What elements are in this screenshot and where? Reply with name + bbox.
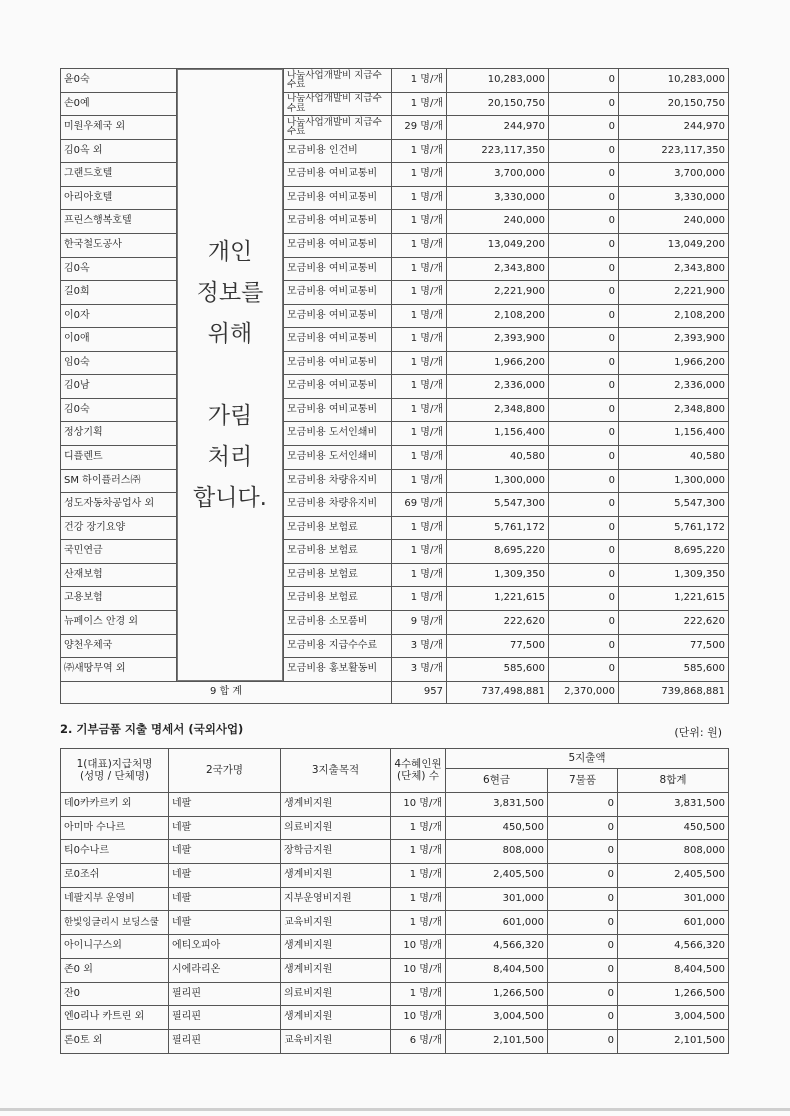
country-cell: 에티오피아 [169, 935, 281, 959]
sum-cell: 2,393,900 [619, 328, 729, 352]
country-cell: 필리핀 [169, 982, 281, 1006]
count-cell: 1 명/개 [392, 469, 447, 493]
cash-cell: 2,343,800 [447, 257, 549, 281]
page-bottom-edge [0, 1108, 790, 1111]
cash-cell: 1,266,500 [446, 982, 548, 1006]
sum-cell: 1,156,400 [619, 422, 729, 446]
table-row [61, 793, 729, 817]
header-beneficiaries: 4수혜인원 (단체) 수 [391, 749, 446, 793]
goods-cell: 0 [548, 793, 618, 817]
sum-cell: 4,566,320 [618, 935, 729, 959]
goods-cell: 0 [548, 911, 618, 935]
privacy-mask-line: 정보를 [196, 279, 264, 306]
total-sum: 739,868,881 [619, 682, 729, 704]
total-count: 957 [392, 682, 447, 704]
total-label: 9 합 계 [61, 682, 392, 704]
table-row [61, 257, 729, 281]
purpose-cell: 모금비용 여비교통비 [284, 375, 392, 399]
cash-cell: 3,004,500 [446, 1006, 548, 1030]
count-cell: 1 명/개 [392, 446, 447, 470]
goods-cell: 0 [549, 469, 619, 493]
cash-cell: 240,000 [447, 210, 549, 234]
count-cell: 1 명/개 [391, 982, 446, 1006]
purpose-cell: 모금비용 여비교통비 [284, 186, 392, 210]
overseas-expense-table [60, 748, 729, 1054]
country-cell: 네팔 [169, 840, 281, 864]
cash-cell: 244,970 [447, 116, 549, 140]
header-payee: 1(대표)지급처명 (성명 / 단체명) [61, 749, 169, 793]
payee-cell: ㈜새땅무역 외 [61, 658, 177, 682]
payee-cell: 아리아호텔 [61, 186, 177, 210]
count-cell: 9 명/개 [392, 610, 447, 634]
table-row [61, 563, 729, 587]
country-cell: 시에라리온 [169, 958, 281, 982]
purpose-cell: 나눔사업개발비 지급수수료 [284, 69, 392, 93]
table-row [61, 328, 729, 352]
table-row [61, 92, 729, 116]
goods-cell: 0 [548, 982, 618, 1006]
count-cell: 10 명/개 [391, 935, 446, 959]
goods-cell: 0 [549, 351, 619, 375]
count-cell: 1 명/개 [392, 139, 447, 163]
country-cell: 필리핀 [169, 1006, 281, 1030]
goods-cell: 0 [549, 610, 619, 634]
goods-cell: 0 [548, 887, 618, 911]
sum-cell: 2,405,500 [618, 864, 729, 888]
cash-cell: 2,336,000 [447, 375, 549, 399]
cash-cell: 222,620 [447, 610, 549, 634]
cash-cell: 601,000 [446, 911, 548, 935]
purpose-cell: 지부운영비지원 [281, 887, 391, 911]
count-cell: 1 명/개 [391, 887, 446, 911]
table-row [61, 634, 729, 658]
cash-cell: 5,761,172 [447, 516, 549, 540]
payee-cell: 이0애 [61, 328, 177, 352]
goods-cell: 0 [549, 116, 619, 140]
cash-cell: 2,348,800 [447, 398, 549, 422]
goods-cell: 0 [549, 304, 619, 328]
payee-cell: 손0예 [61, 92, 177, 116]
payee-cell: 한국철도공사 [61, 233, 177, 257]
count-cell: 1 명/개 [391, 840, 446, 864]
count-cell: 3 명/개 [392, 634, 447, 658]
goods-cell: 0 [549, 375, 619, 399]
count-cell: 1 명/개 [392, 351, 447, 375]
purpose-cell: 생계비지원 [281, 1006, 391, 1030]
goods-cell: 0 [549, 210, 619, 234]
purpose-cell: 모금비용 홍보활동비 [284, 658, 392, 682]
purpose-cell: 모금비용 소모품비 [284, 610, 392, 634]
sum-cell: 3,700,000 [619, 163, 729, 187]
table-row [61, 69, 729, 93]
table-row [61, 116, 729, 140]
count-cell: 1 명/개 [392, 398, 447, 422]
payee-cell: 한빛잉글리시 보딩스쿨 [61, 911, 169, 935]
header-amount: 5지출액 [446, 749, 729, 769]
header-goods: 7물품 [548, 769, 618, 793]
payee-cell: 로0조쉬 [61, 864, 169, 888]
payee-cell: 김0숙 [61, 398, 177, 422]
table-row [61, 422, 729, 446]
count-cell: 10 명/개 [391, 793, 446, 817]
count-cell: 1 명/개 [392, 375, 447, 399]
payee-cell: 국민연금 [61, 540, 177, 564]
sum-cell: 244,970 [619, 116, 729, 140]
goods-cell: 0 [549, 328, 619, 352]
country-cell: 필리핀 [169, 1029, 281, 1053]
payee-cell: 잔0 [61, 982, 169, 1006]
privacy-mask-notice [177, 69, 283, 681]
payee-cell: 그랜드호텔 [61, 163, 177, 187]
purpose-cell: 생계비지원 [281, 793, 391, 817]
sum-cell: 585,600 [619, 658, 729, 682]
sum-cell: 3,004,500 [618, 1006, 729, 1030]
cash-cell: 223,117,350 [447, 139, 549, 163]
table-row [61, 351, 729, 375]
goods-cell: 0 [549, 634, 619, 658]
count-cell: 1 명/개 [392, 304, 447, 328]
count-cell: 1 명/개 [392, 257, 447, 281]
purpose-cell: 생계비지원 [281, 935, 391, 959]
sum-cell: 8,695,220 [619, 540, 729, 564]
sum-cell: 2,221,900 [619, 281, 729, 305]
goods-cell: 0 [549, 92, 619, 116]
sum-cell: 3,330,000 [619, 186, 729, 210]
cash-cell: 808,000 [446, 840, 548, 864]
sum-cell: 450,500 [618, 816, 729, 840]
table-row [61, 493, 729, 517]
count-cell: 1 명/개 [392, 587, 447, 611]
privacy-mask-line: 개인 [207, 238, 253, 265]
count-cell: 29 명/개 [392, 116, 447, 140]
count-cell: 1 명/개 [392, 69, 447, 93]
payee-cell: 엔0리나 카트린 외 [61, 1006, 169, 1030]
sum-cell: 240,000 [619, 210, 729, 234]
payee-cell: 김0옥 외 [61, 139, 177, 163]
privacy-mask-line: 합니다. [193, 484, 267, 511]
cash-cell: 450,500 [446, 816, 548, 840]
cash-cell: 1,156,400 [447, 422, 549, 446]
goods-cell: 0 [549, 540, 619, 564]
purpose-cell: 모금비용 여비교통비 [284, 328, 392, 352]
domestic-expense-table [60, 68, 729, 704]
count-cell: 1 명/개 [392, 328, 447, 352]
cash-cell: 2,101,500 [446, 1029, 548, 1053]
purpose-cell: 모금비용 보험료 [284, 540, 392, 564]
cash-cell: 20,150,750 [447, 92, 549, 116]
table-row [61, 1006, 729, 1030]
table-row [61, 233, 729, 257]
header-cash: 6현금 [446, 769, 548, 793]
sum-cell: 1,966,200 [619, 351, 729, 375]
total-cash: 737,498,881 [447, 682, 549, 704]
privacy-mask-line: 위해 [207, 320, 253, 347]
cash-cell: 8,404,500 [446, 958, 548, 982]
goods-cell: 0 [549, 163, 619, 187]
payee-cell: 김0남 [61, 375, 177, 399]
purpose-cell: 모금비용 차량유지비 [284, 493, 392, 517]
table-row [61, 864, 729, 888]
privacy-mask-cell [177, 69, 284, 682]
payee-cell: 이0자 [61, 304, 177, 328]
payee-cell: 아미마 수나르 [61, 816, 169, 840]
count-cell: 1 명/개 [392, 186, 447, 210]
purpose-cell: 나눔사업개발비 지급수수료 [284, 92, 392, 116]
cash-cell: 4,566,320 [446, 935, 548, 959]
count-cell: 1 명/개 [392, 92, 447, 116]
table-row [61, 658, 729, 682]
count-cell: 1 명/개 [392, 281, 447, 305]
table-row [61, 1029, 729, 1053]
table-row [61, 469, 729, 493]
purpose-cell: 생계비지원 [281, 958, 391, 982]
purpose-cell: 모금비용 여비교통비 [284, 163, 392, 187]
country-cell: 네팔 [169, 793, 281, 817]
section-title: 2. 기부금품 지출 명세서 (국외사업) [60, 722, 244, 736]
sum-cell: 1,300,000 [619, 469, 729, 493]
sum-cell: 3,831,500 [618, 793, 729, 817]
table-row [61, 139, 729, 163]
table-row [61, 163, 729, 187]
cash-cell: 40,580 [447, 446, 549, 470]
count-cell: 1 명/개 [391, 816, 446, 840]
payee-cell: 프린스행복호텔 [61, 210, 177, 234]
total-goods: 2,370,000 [549, 682, 619, 704]
table-row [61, 887, 729, 911]
cash-cell: 2,393,900 [447, 328, 549, 352]
payee-cell: 존0 외 [61, 958, 169, 982]
goods-cell: 0 [549, 69, 619, 93]
sum-cell: 1,266,500 [618, 982, 729, 1006]
cash-cell: 3,700,000 [447, 163, 549, 187]
purpose-cell: 생계비지원 [281, 864, 391, 888]
count-cell: 1 명/개 [392, 516, 447, 540]
purpose-cell: 의료비지원 [281, 982, 391, 1006]
payee-cell: 고용보험 [61, 587, 177, 611]
goods-cell: 0 [548, 1006, 618, 1030]
table-row [61, 816, 729, 840]
unit-label: (단위: 원) [674, 726, 722, 739]
sum-cell: 2,343,800 [619, 257, 729, 281]
payee-cell: 김0옥 [61, 257, 177, 281]
table-row [61, 911, 729, 935]
count-cell: 1 명/개 [392, 163, 447, 187]
cash-cell: 5,547,300 [447, 493, 549, 517]
table-row [61, 375, 729, 399]
goods-cell: 0 [549, 446, 619, 470]
payee-cell: 산재보험 [61, 563, 177, 587]
payee-cell: 론0토 외 [61, 1029, 169, 1053]
sum-cell: 5,547,300 [619, 493, 729, 517]
sum-cell: 10,283,000 [619, 69, 729, 93]
count-cell: 3 명/개 [392, 658, 447, 682]
goods-cell: 0 [548, 1029, 618, 1053]
sum-cell: 1,309,350 [619, 563, 729, 587]
purpose-cell: 나눔사업개발비 지급수수료 [284, 116, 392, 140]
purpose-cell: 교육비지원 [281, 911, 391, 935]
country-cell: 네팔 [169, 911, 281, 935]
payee-cell: 임0숙 [61, 351, 177, 375]
sum-cell: 223,117,350 [619, 139, 729, 163]
goods-cell: 0 [548, 864, 618, 888]
purpose-cell: 모금비용 보험료 [284, 516, 392, 540]
purpose-cell: 모금비용 도서인쇄비 [284, 422, 392, 446]
payee-cell: 네팔지부 운영비 [61, 887, 169, 911]
header-purpose: 3지출목적 [281, 749, 391, 793]
count-cell: 1 명/개 [392, 563, 447, 587]
country-cell: 네팔 [169, 864, 281, 888]
sum-cell: 13,049,200 [619, 233, 729, 257]
cash-cell: 13,049,200 [447, 233, 549, 257]
goods-cell: 0 [549, 516, 619, 540]
table-row [61, 540, 729, 564]
payee-cell: 데0카카르키 외 [61, 793, 169, 817]
payee-cell: SM 하이플러스㈜ [61, 469, 177, 493]
purpose-cell: 모금비용 지급수수료 [284, 634, 392, 658]
payee-cell: 성도자동차공업사 외 [61, 493, 177, 517]
sum-cell: 5,761,172 [619, 516, 729, 540]
purpose-cell: 모금비용 여비교통비 [284, 351, 392, 375]
count-cell: 69 명/개 [392, 493, 447, 517]
cash-cell: 8,695,220 [447, 540, 549, 564]
table-row [61, 840, 729, 864]
goods-cell: 0 [549, 493, 619, 517]
total-row [61, 682, 729, 704]
payee-cell: 뉴페이스 안경 외 [61, 610, 177, 634]
goods-cell: 0 [549, 186, 619, 210]
purpose-cell: 모금비용 보험료 [284, 587, 392, 611]
count-cell: 10 명/개 [391, 958, 446, 982]
purpose-cell: 모금비용 여비교통비 [284, 210, 392, 234]
cash-cell: 2,221,900 [447, 281, 549, 305]
cash-cell: 3,330,000 [447, 186, 549, 210]
purpose-cell: 모금비용 보험료 [284, 563, 392, 587]
count-cell: 1 명/개 [392, 422, 447, 446]
cash-cell: 10,283,000 [447, 69, 549, 93]
table-row [61, 587, 729, 611]
purpose-cell: 모금비용 여비교통비 [284, 304, 392, 328]
purpose-cell: 모금비용 여비교통비 [284, 398, 392, 422]
sum-cell: 601,000 [618, 911, 729, 935]
table-row [61, 935, 729, 959]
cash-cell: 1,309,350 [447, 563, 549, 587]
sum-cell: 301,000 [618, 887, 729, 911]
goods-cell: 0 [549, 422, 619, 446]
goods-cell: 0 [549, 139, 619, 163]
purpose-cell: 모금비용 인건비 [284, 139, 392, 163]
goods-cell: 0 [549, 257, 619, 281]
cash-cell: 1,221,615 [447, 587, 549, 611]
table-row [61, 304, 729, 328]
cash-cell: 3,831,500 [446, 793, 548, 817]
table-row [61, 281, 729, 305]
cash-cell: 2,108,200 [447, 304, 549, 328]
privacy-mask-line: 가림 [207, 402, 253, 429]
payee-cell: 정상기획 [61, 422, 177, 446]
sum-cell: 222,620 [619, 610, 729, 634]
cash-cell: 1,300,000 [447, 469, 549, 493]
sum-cell: 8,404,500 [618, 958, 729, 982]
country-cell: 네팔 [169, 887, 281, 911]
sum-cell: 40,580 [619, 446, 729, 470]
goods-cell: 0 [549, 233, 619, 257]
purpose-cell: 모금비용 차량유지비 [284, 469, 392, 493]
table-row [61, 982, 729, 1006]
count-cell: 6 명/개 [391, 1029, 446, 1053]
count-cell: 10 명/개 [391, 1006, 446, 1030]
sum-cell: 2,348,800 [619, 398, 729, 422]
sum-cell: 808,000 [618, 840, 729, 864]
cash-cell: 585,600 [447, 658, 549, 682]
sum-cell: 2,101,500 [618, 1029, 729, 1053]
purpose-cell: 모금비용 도서인쇄비 [284, 446, 392, 470]
purpose-cell: 모금비용 여비교통비 [284, 257, 392, 281]
table-row [61, 958, 729, 982]
cash-cell: 1,966,200 [447, 351, 549, 375]
sum-cell: 2,108,200 [619, 304, 729, 328]
table-row [61, 610, 729, 634]
count-cell: 1 명/개 [391, 911, 446, 935]
goods-cell: 0 [548, 935, 618, 959]
table-row [61, 210, 729, 234]
payee-cell: 디플렌트 [61, 446, 177, 470]
sum-cell: 77,500 [619, 634, 729, 658]
goods-cell: 0 [549, 398, 619, 422]
sum-cell: 20,150,750 [619, 92, 729, 116]
table-row [61, 398, 729, 422]
payee-cell: 양천우체국 [61, 634, 177, 658]
payee-cell: 아이니구스외 [61, 935, 169, 959]
payee-cell: 건강 장기요양 [61, 516, 177, 540]
purpose-cell: 모금비용 여비교통비 [284, 233, 392, 257]
goods-cell: 0 [548, 816, 618, 840]
count-cell: 1 명/개 [392, 540, 447, 564]
purpose-cell: 의료비지원 [281, 816, 391, 840]
payee-cell: 윤0숙 [61, 69, 177, 93]
goods-cell: 0 [549, 563, 619, 587]
purpose-cell: 장학금지원 [281, 840, 391, 864]
goods-cell: 0 [549, 281, 619, 305]
table-row [61, 446, 729, 470]
count-cell: 1 명/개 [391, 864, 446, 888]
header-country: 2국가명 [169, 749, 281, 793]
privacy-mask-line: 처리 [207, 443, 253, 470]
payee-cell: 미원우체국 외 [61, 116, 177, 140]
country-cell: 네팔 [169, 816, 281, 840]
goods-cell: 0 [549, 587, 619, 611]
purpose-cell: 교육비지원 [281, 1029, 391, 1053]
purpose-cell: 모금비용 여비교통비 [284, 281, 392, 305]
count-cell: 1 명/개 [392, 233, 447, 257]
goods-cell: 0 [548, 958, 618, 982]
payee-cell: 길0희 [61, 281, 177, 305]
header-total: 8합계 [618, 769, 729, 793]
table-row [61, 516, 729, 540]
payee-cell: 티0수나르 [61, 840, 169, 864]
cash-cell: 2,405,500 [446, 864, 548, 888]
goods-cell: 0 [548, 840, 618, 864]
goods-cell: 0 [549, 658, 619, 682]
sum-cell: 1,221,615 [619, 587, 729, 611]
table-row [61, 186, 729, 210]
count-cell: 1 명/개 [392, 210, 447, 234]
cash-cell: 301,000 [446, 887, 548, 911]
sum-cell: 2,336,000 [619, 375, 729, 399]
cash-cell: 77,500 [447, 634, 549, 658]
